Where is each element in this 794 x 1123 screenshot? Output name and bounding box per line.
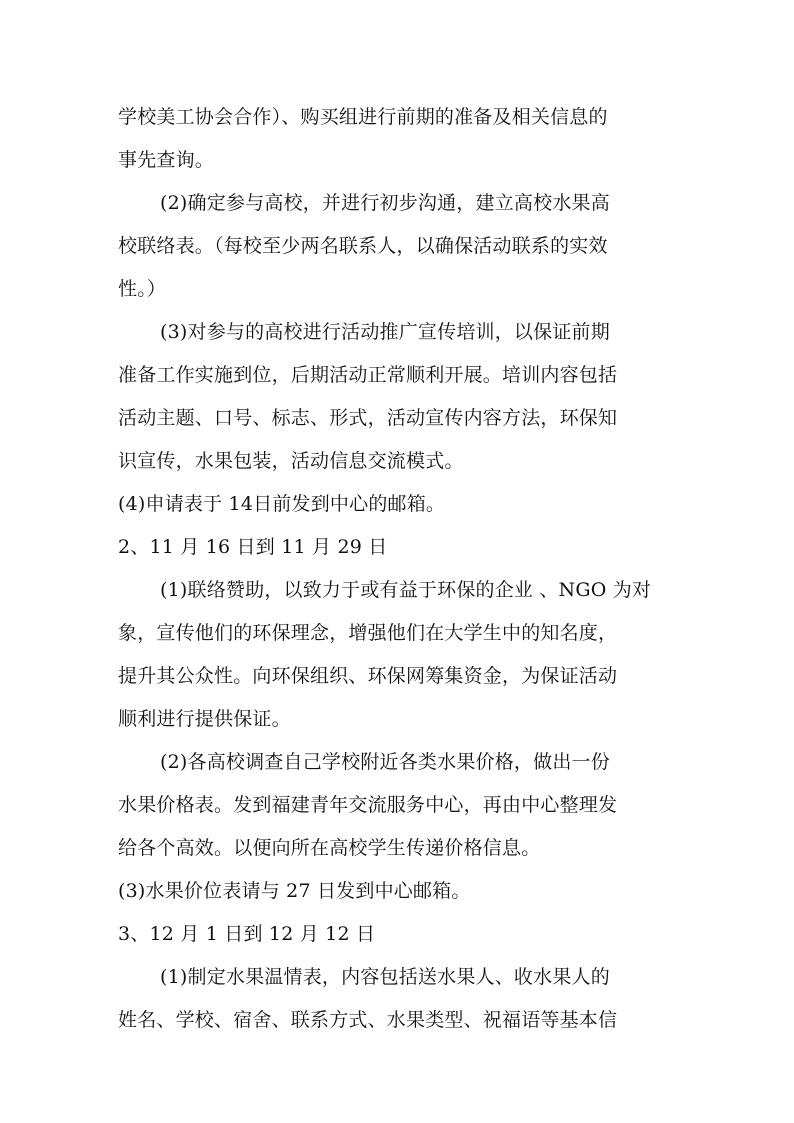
section-heading: 2、11 月 16 日到 11 月 29 日 — [118, 536, 388, 558]
text-line: (2)各高校调查自己学校附近各类水果价格，做出一份 — [160, 751, 610, 773]
text-line: 给各个高效。以便向所在高校学生传递价格信息。 — [118, 837, 541, 859]
text-line: 象，宣传他们的环保理念，增强他们在大学生中的知名度， — [118, 622, 618, 644]
text-line: 性。） — [118, 278, 167, 300]
text-line: (1)联络赞助，以致力于或有益于环保的企业 、NGO 为对 — [160, 579, 652, 601]
text-line: 识宣传，水果包装，活动信息交流模式。 — [118, 450, 464, 472]
section-heading: 3、12 月 1 日到 12 月 12 日 — [118, 923, 376, 945]
text-line: (2)确定参与高校，并进行初步沟通，建立高校水果高 — [160, 192, 610, 214]
text-line: (1)制定水果温情表，内容包括送水果人、收水果人的 — [160, 966, 610, 988]
text-line: 准备工作实施到位，后期活动正常顺利开展。培训内容包括 — [118, 364, 618, 386]
text-line: (4)申请表于 14日前发到中心的邮箱。 — [118, 493, 446, 515]
text-line: 顺利进行提供保证。 — [118, 708, 291, 730]
text-line: 事先查询。 — [118, 149, 215, 171]
text-line: (3)对参与的高校进行活动推广宣传培训，以保证前期 — [160, 321, 610, 343]
text-line: 水果价格表。发到福建青年交流服务中心，再由中心整理发 — [118, 794, 618, 816]
text-line: 活动主题、口号、标志、形式，活动宣传内容方法，环保知 — [118, 407, 618, 429]
text-line: (3)水果价位表请与 27 日发到中心邮箱。 — [118, 880, 471, 902]
text-line: 校联络表。（每校至少两名联系人，以确保活动联系的实效 — [118, 235, 608, 257]
text-line: 学校美工协会合作）、购买组进行前期的准备及相关信息的 — [118, 106, 608, 128]
text-line: 提升其公众性。向环保组织、环保网筹集资金，为保证活动 — [118, 665, 618, 687]
text-line: 姓名、学校、宿舍、联系方式、水果类型、祝福语等基本信 — [118, 1009, 618, 1031]
